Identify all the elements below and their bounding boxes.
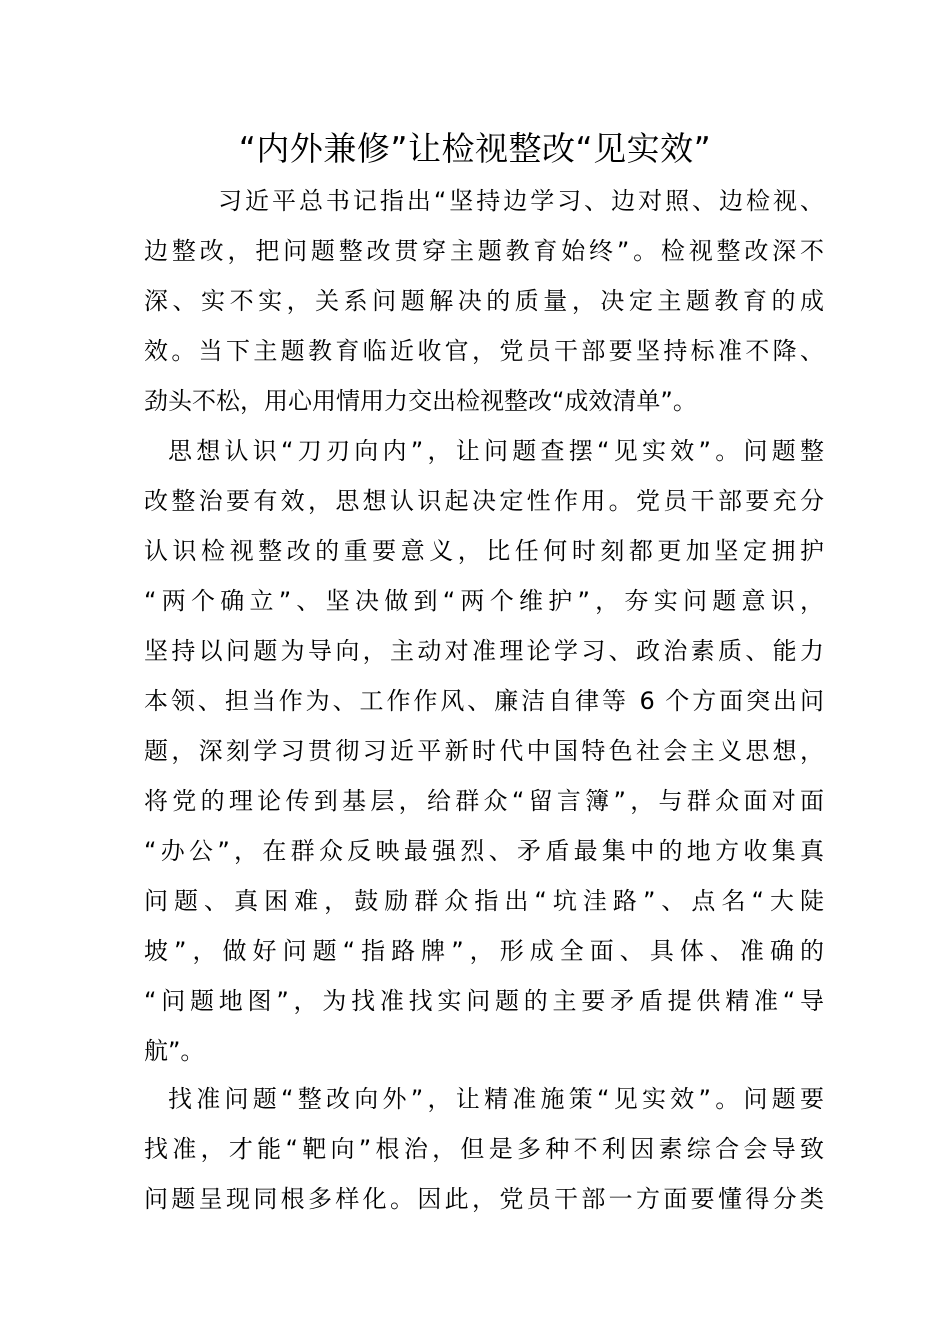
- paragraph-line: 习近平总书记指出“坚持边学习、边对照、边检视、: [218, 187, 824, 215]
- paragraph-line: 题，深刻学习贯彻习近平新时代中国特色社会主义思想，: [144, 737, 824, 765]
- paragraph-line: 将党的理论传到基层，给群众“留言簿”，与群众面对面: [144, 787, 824, 815]
- paragraph-line: 思想认识“刀刃向内”，让问题查摆“见实效”。问题整: [168, 437, 824, 465]
- paragraph-line: 问题呈现同根多样化。因此，党员干部一方面要懂得分类: [144, 1185, 824, 1213]
- paragraph-line: 边整改，把问题整改贯穿主题教育始终”。检视整改深不: [144, 237, 824, 265]
- paragraph-line: 认识检视整改的重要意义，比任何时刻都更加坚定拥护: [144, 537, 824, 565]
- paragraph-line: 问题、真困难，鼓励群众指出“坑洼路”、点名“大陡: [144, 887, 824, 915]
- paragraph-line: 坚持以问题为导向，主动对准理论学习、政治素质、能力: [144, 637, 824, 665]
- paragraph-line: 航”。: [144, 1037, 205, 1065]
- paragraph-2: [144, 426, 824, 1076]
- paragraph-3: [144, 1074, 824, 1224]
- paragraph-line: “问题地图”，为找准找实问题的主要矛盾提供精准“导: [144, 987, 824, 1015]
- paragraph-line: 劲头不松，用心用情用力交出检视整改“成效清单”。: [144, 387, 697, 415]
- paragraph-line: 找准，才能“靶向”根治，但是多种不利因素综合会导致: [144, 1135, 824, 1163]
- paragraph-line: 效。当下主题教育临近收官，党员干部要坚持标准不降、: [144, 337, 824, 365]
- paragraph-line: “办公”，在群众反映最强烈、矛盾最集中的地方收集真: [144, 837, 824, 865]
- paragraph-line: 坡”，做好问题“指路牌”，形成全面、具体、准确的: [144, 937, 824, 965]
- document-title: “内外兼修”让检视整改“见实效”: [238, 129, 712, 168]
- paragraph-line: “两个确立”、坚决做到“两个维护”，夯实问题意识，: [144, 587, 824, 615]
- paragraph-line: 改整治要有效，思想认识起决定性作用。党员干部要充分: [144, 487, 824, 515]
- paragraph-line: 深、实不实，关系问题解决的质量，决定主题教育的成: [144, 287, 824, 315]
- paragraph-line: 找准问题“整改向外”，让精准施策“见实效”。问题要: [168, 1085, 824, 1113]
- paragraph-line: 本领、担当作为、工作作风、廉洁自律等 6 个方面突出问: [144, 687, 824, 715]
- paragraph-1: [144, 176, 824, 426]
